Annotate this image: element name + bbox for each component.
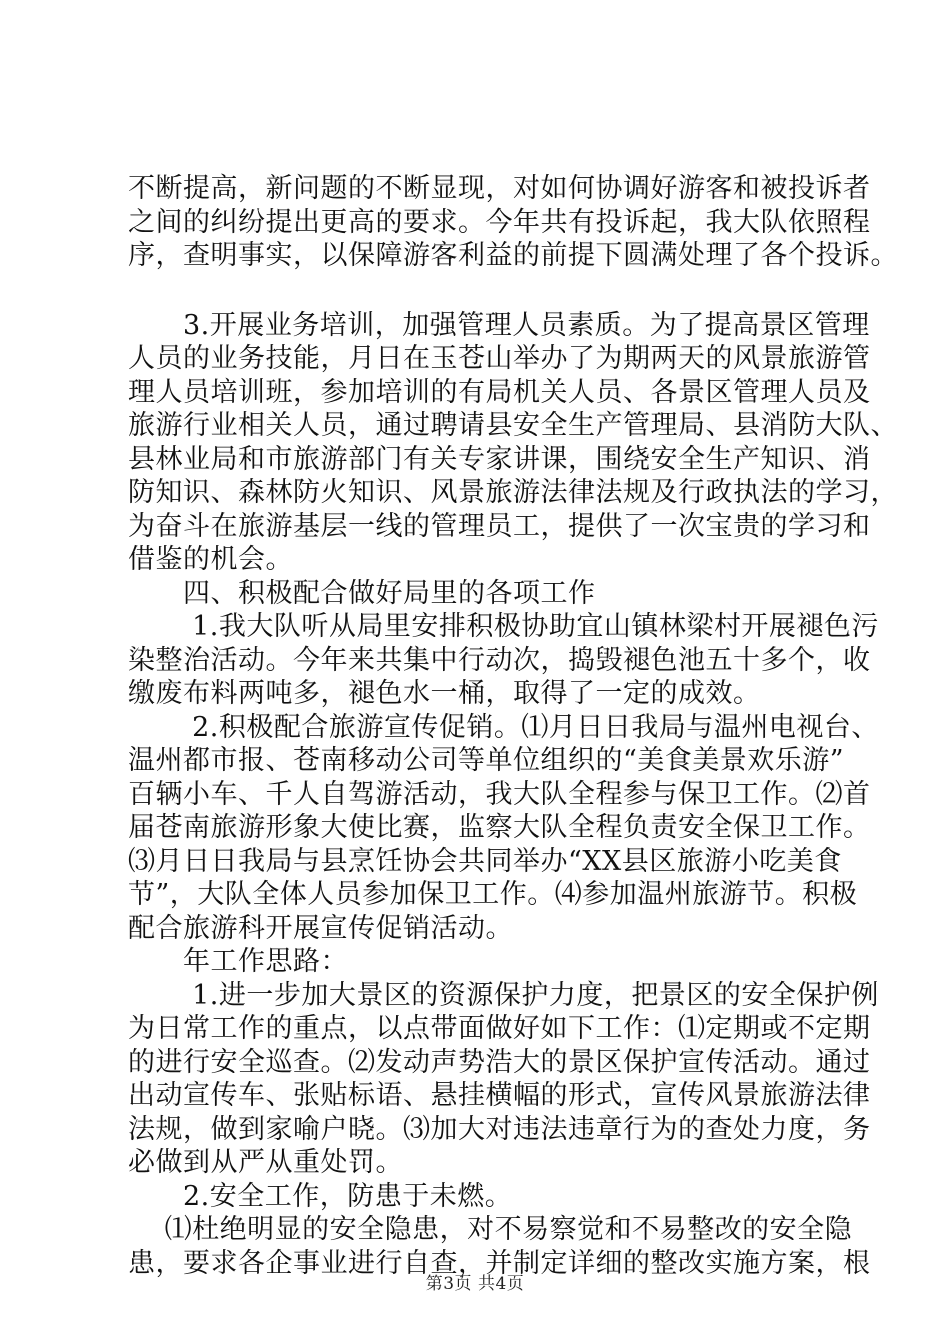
section-heading: 四、积极配合做好局里的各项工作 — [128, 577, 596, 609]
text-line: 1.我大队听从局里安排积极协助宜山镇林梁村开展褪色污 — [128, 611, 879, 642]
text-line: 百辆小车、千人自驾游活动，我大队全程参与保卫工作。⑵首 — [128, 778, 871, 810]
text-line: 配合旅游科开展宣传促销活动。 — [128, 912, 513, 944]
text-line: 患，要求各企事业进行自查，并制定详细的整改实施方案，根 — [128, 1247, 871, 1279]
text-line: 2.积极配合旅游宣传促销。⑴月日日我局与温州电视台、 — [128, 711, 879, 743]
text-line: 法规，做到家喻户晓。⑶加大对违法违章行为的查处力度，务 — [128, 1113, 871, 1145]
text-line: ⑴杜绝明显的安全隐患，对不易察觉和不易整改的安全隐 — [128, 1214, 853, 1245]
text-line: 的进行安全巡查。⑵发动声势浩大的景区保护宣传活动。通过 — [128, 1046, 871, 1078]
text-line: 节”，大队全体人员参加保卫工作。⑷参加温州旅游节。积极 — [128, 879, 858, 910]
text-line: 之间的纠纷提出更高的要求。今年共有投诉起，我大队依照程 — [128, 206, 871, 238]
text-line: 染整治活动。今年来共集中行动次，捣毁褪色池五十多个，收 — [128, 644, 871, 676]
text-line: 不断提高，新问题的不断显现，对如何协调好游客和被投诉者 — [128, 173, 871, 204]
document-body — [128, 172, 898, 1280]
text-line: 缴废布料两吨多，褪色水一桶，取得了一定的成效。 — [128, 678, 761, 709]
text-line: 必做到从严从重处罚。 — [128, 1147, 403, 1178]
text-line: 2.安全工作，防患于未燃。 — [128, 1180, 513, 1212]
page-number-label: 第3页 共4页 — [425, 1274, 525, 1294]
paragraph-gap — [128, 273, 828, 309]
text-line: 旅游行业相关人员，通过聘请县安全生产管理局、县消防大队、 — [128, 410, 898, 441]
text-line: 理人员培训班，参加培训的有局机关人员、各景区管理人员及 — [128, 376, 871, 408]
text-line: 3.开展业务培训，加强管理人员素质。为了提高景区管理 — [128, 309, 870, 341]
text-line: 1.进一步加大景区的资源保护力度，把景区的安全保护例 — [128, 979, 879, 1011]
text-line: 温州都市报、苍南移动公司等单位组织的“美食美景欢乐游” — [128, 745, 845, 776]
text-line: 人员的业务技能，月日在玉苍山举办了为期两天的风景旅游管 — [128, 343, 871, 374]
text-line: 县林业局和市旅游部门有关专家讲课，围绕安全生产知识、消 — [128, 443, 871, 475]
text-line: 序，查明事实，以保障游客利益的前提下圆满处理了各个投诉。 — [128, 240, 898, 271]
text-line: 为奋斗在旅游基层一线的管理员工，提供了一次宝贵的学习和 — [128, 510, 871, 542]
section-heading: 年工作思路： — [128, 946, 348, 977]
text-line: 借鉴的机会。 — [128, 544, 293, 575]
text-line: 届苍南旅游形象大使比赛，监察大队全程负责安全保卫工作。 — [128, 812, 871, 843]
text-line: 为日常工作的重点，以点带面做好如下工作：⑴定期或不定期 — [128, 1013, 871, 1044]
page-footer — [0, 1269, 950, 1294]
text-line: 出动宣传车、张贴标语、悬挂横幅的形式，宣传风景旅游法律 — [128, 1080, 871, 1111]
text-line: 防知识、森林防火知识、风景旅游法律法规及行政执法的学习， — [128, 477, 898, 508]
text-line: ⑶月日日我局与县烹饪协会共同举办“XX县区旅游小吃美食 — [128, 845, 842, 877]
